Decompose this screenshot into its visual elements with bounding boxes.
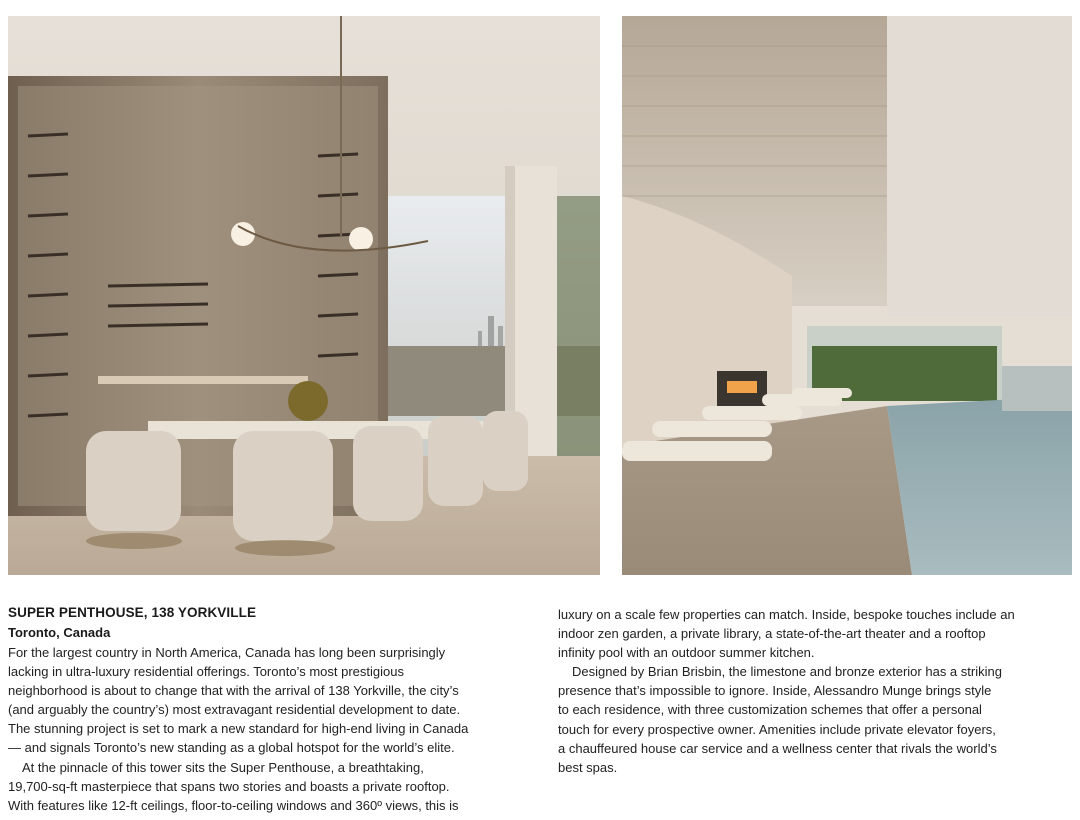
text-line: For the largest country in North America, Canada has long been surprisingly — [8, 645, 446, 660]
text-line: Designed by Brian Brisbin, the limestone and bronze exterior has a striking — [572, 664, 1002, 680]
text-line: 19,700-sq-ft masterpiece that spans two stories and boasts a private rooftop. — [8, 778, 450, 794]
text-line: best spas. — [558, 759, 618, 775]
article-title: SUPER PENTHOUSE, 138 YORKVILLE — [8, 605, 257, 620]
text-line: to each residence, with three customization schemes that offer a personal — [558, 702, 982, 718]
text-line: lacking in ultra-luxury residential offerings. Toronto’s most prestigious — [8, 664, 404, 680]
text-line: infinity pool with an outdoor summer kitchen. — [558, 645, 815, 661]
text-line: With features like 12-ft ceilings, floor-to-ceiling windows and 360º views, this is — [8, 797, 459, 813]
text-line: a chauffeured house car service and a wellness center that rivals the world’s — [558, 740, 997, 756]
dining-room-photo — [8, 16, 600, 575]
article-location: Toronto, Canada — [8, 625, 111, 640]
text-line: touch for every prospective owner. Amenities include private elevator foyers, — [558, 721, 996, 737]
indoor-pool-photo — [622, 16, 1072, 575]
text-line: At the pinnacle of this tower sits the Super Penthouse, a breathtaking, — [22, 759, 424, 775]
body-column-left — [8, 643, 548, 815]
text-line: presence that’s impossible to ignore. Inside, Alessandro Munge brings style — [558, 683, 992, 699]
body-column-right — [558, 605, 1073, 777]
text-line: luxury on a scale few properties can match. Inside, bespoke touches include an — [558, 607, 1015, 622]
text-line: The stunning project is set to mark a new standard for high-end living in Canada — [8, 721, 469, 737]
paragraph — [8, 643, 548, 758]
text-line: indoor zen garden, a private library, a state-of-the-art theater and a rooftop — [558, 626, 986, 642]
paragraph — [558, 662, 1073, 777]
paragraph — [8, 758, 548, 815]
text-line: (and arguably the country’s) most extravagant residential development to date. — [8, 702, 461, 718]
text-line: neighborhood is about to change that with the arrival of 138 Yorkville, the city’s — [8, 683, 459, 699]
text-line: — and signals Toronto’s new standing as a global hotspot for the world’s elite. — [8, 740, 455, 756]
paragraph — [558, 605, 1073, 662]
